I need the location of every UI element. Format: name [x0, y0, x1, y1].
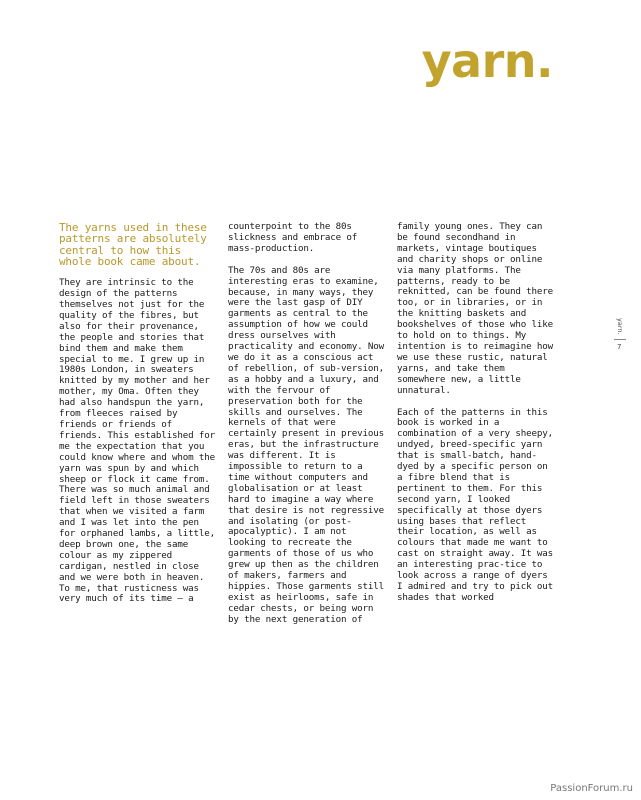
body-paragraph: They are intrinsic to the design of the patterns themselves not just for the quality of the fibres, but also for their provenance, the people and stories that bind them and make them special to me. I grew up in 1980s London, in sweaters knitted by my mother and her mother, my Oma. Often they had also handspun the yarn, from fleeces raised by friends or friends of friends. This established for me the expectation that you could know where and whom the yarn was spun by and which sheep or flock it came from. There was so much animal and field left in those sweaters that when we visited a farm and I was let into the pen for orphaned lambs, a little, deep brown one, the same colour as my zippered cardigan, nestled in close and we were both in heaven. To me, that rusticness was very much of its time — a	[59, 277, 216, 605]
intro-paragraph: The yarns used in these patterns are absolutely central to how this whole book came about.	[59, 221, 207, 268]
body-paragraph: counterpoint to the 80s slickness and embrace of mass-production.	[228, 221, 358, 254]
body-paragraph: The 70s and 80s are interesting eras to examine, because, in many ways, they were the last gasp of DIY garments as central to the assumption of how we could dress ourselves with practicality and economy. Now we do it as a conscious act of rebellion, of sub-version, as a hobby and a luxury, and with the fervour of preservation both for the skills and ourselves. The kernels of that were certainly present in previous eras, but the infrastructure was different. It is impossible to return to a time without computers and globalisation or at least hard to imagine a way where that desire is not regressive and isolating (or post-apocalyptic). I am not looking to recreate the garments of those of us who grew up then as the children of makers, farmers and hippies. Those garments still exist as heirlooms, safe in cedar chests, or being worn by the next generation of	[228, 264, 385, 625]
side-divider	[614, 339, 626, 340]
section-side-label: yarn.	[616, 318, 624, 335]
watermark: PassionForum.ru	[550, 783, 633, 794]
body-paragraph: family young ones. They can be found secondhand in markets, vintage boutiques and charity shops or online via many platforms. The patterns, ready to be reknitted, can be found there too, or in libraries, or in the knitting baskets and bookshelves of those who like to hold on to things. My intention is to reimagine how we use these rustic, natural yarns, and take them somewhere new, a little unnatural.	[397, 221, 554, 396]
page-number: 7	[617, 343, 622, 351]
body-paragraph: Each of the patterns in this book is worked in a combination of a very sheepy, undyed, breed-specific yarn that is small-batch, hand-dyed by a specific person on a fibre blend that is pertinent to them. For this second yarn, I looked specifically at those dyers using bases that reflect their location, as well as colours that made me want to cast on straight away. It was an interesting prac-tice to look across a range of dyers I admired and try to pick out shades that worked	[397, 406, 554, 603]
page-title: yarn.	[421, 34, 553, 88]
text-column-2	[228, 222, 388, 637]
text-column-1	[59, 222, 219, 616]
text-column-3	[397, 222, 557, 615]
